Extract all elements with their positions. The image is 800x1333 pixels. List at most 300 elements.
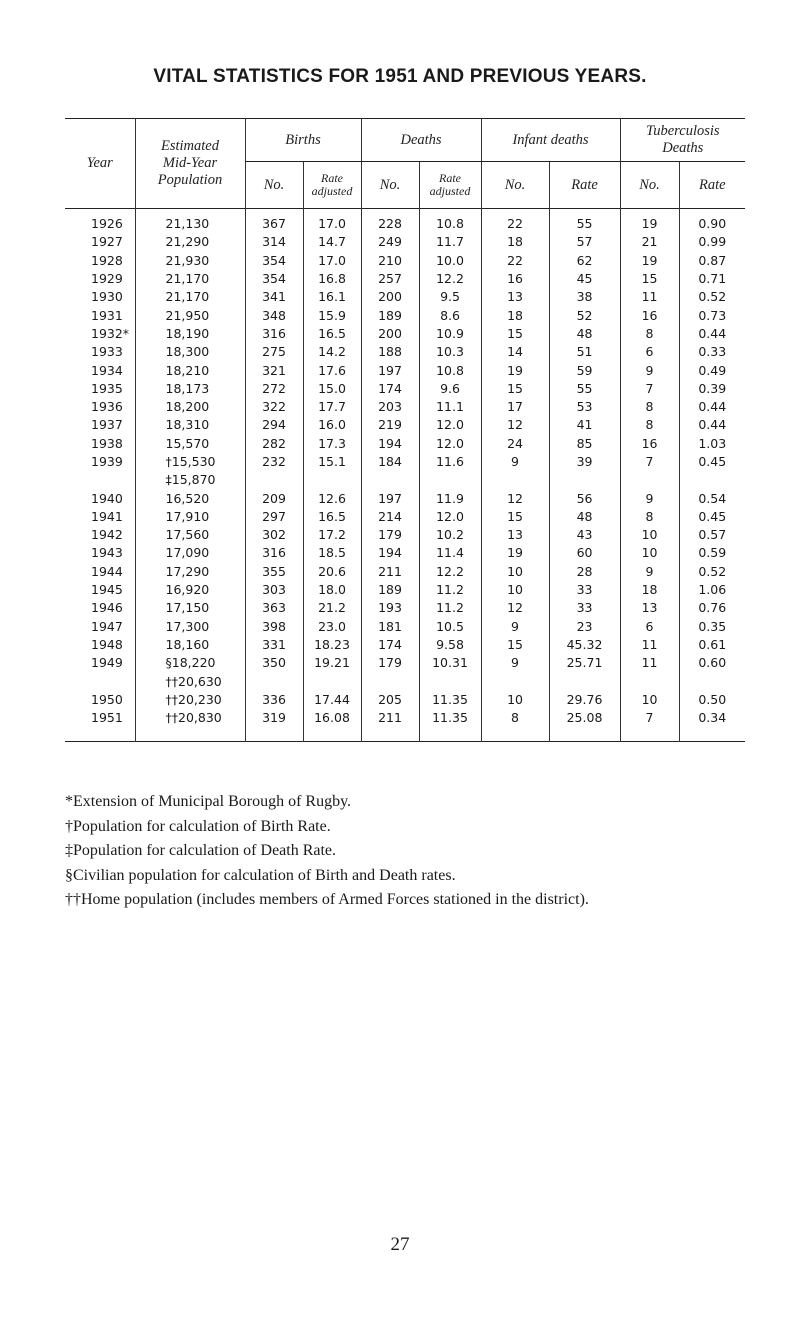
cell-tb-rate: 0.87 — [679, 252, 745, 270]
cell-tb-no — [620, 672, 679, 690]
footnote-death-population: ‡Population for calculation of Death Rate. — [65, 842, 337, 859]
table-row — [65, 209, 745, 234]
cell-deaths-rate: 11.9 — [419, 489, 481, 507]
cell-deaths-no: 200 — [361, 325, 419, 343]
cell-tb-no: 9 — [620, 563, 679, 581]
cell-infant-no: 18 — [481, 306, 549, 324]
cell-births-rate: 15.0 — [303, 380, 361, 398]
cell-deaths-rate: 11.1 — [419, 398, 481, 416]
cell-deaths-no: 203 — [361, 398, 419, 416]
cell-deaths-rate: 9.6 — [419, 380, 481, 398]
footnotes — [65, 790, 785, 913]
cell-tb-rate: 0.49 — [679, 361, 745, 379]
cell-infant-rate: 33 — [549, 581, 620, 599]
cell-infant-no: 12 — [481, 416, 549, 434]
cell-infant-no: 12 — [481, 489, 549, 507]
cell-births-no: 314 — [245, 233, 303, 251]
cell-infant-rate: 53 — [549, 398, 620, 416]
cell-infant-rate: 38 — [549, 288, 620, 306]
cell-deaths-no: 193 — [361, 599, 419, 617]
cell-population: ††20,230 — [135, 691, 245, 709]
cell-tb-rate: 0.57 — [679, 526, 745, 544]
cell-tb-rate: 1.03 — [679, 435, 745, 453]
cell-infant-rate: 41 — [549, 416, 620, 434]
header-infant-rate: Rate — [549, 162, 620, 209]
table-row — [65, 672, 745, 690]
header-tb-no: No. — [620, 162, 679, 209]
cell-deaths-rate: 10.2 — [419, 526, 481, 544]
cell-infant-rate: 23 — [549, 618, 620, 636]
cell-infant-no: 17 — [481, 398, 549, 416]
cell-infant-no: 19 — [481, 361, 549, 379]
cell-year: 1947 — [91, 618, 123, 634]
table-row — [65, 233, 745, 251]
table-row — [65, 325, 745, 343]
cell-tb-no: 7 — [620, 380, 679, 398]
cell-deaths-no: 257 — [361, 270, 419, 288]
cell-births-rate: 23.0 — [303, 618, 361, 636]
cell-year — [65, 471, 135, 489]
vital-statistics-table-wrapper — [65, 118, 745, 742]
cell-population: ‡15,870 — [135, 471, 245, 489]
cell-tb-no: 8 — [620, 416, 679, 434]
cell-deaths-rate: 11.4 — [419, 544, 481, 562]
cell-infant-no: 13 — [481, 526, 549, 544]
table-row — [65, 252, 745, 270]
header-births-rate: Rate adjusted — [303, 162, 361, 209]
cell-deaths-rate: 12.0 — [419, 435, 481, 453]
cell-births-no — [245, 471, 303, 489]
cell-population: 17,300 — [135, 618, 245, 636]
cell-deaths-no: 197 — [361, 361, 419, 379]
cell-population: 17,560 — [135, 526, 245, 544]
cell-deaths-rate: 10.5 — [419, 618, 481, 636]
cell-deaths-no: 179 — [361, 654, 419, 672]
cell-infant-rate: 62 — [549, 252, 620, 270]
cell-deaths-rate: 10.31 — [419, 654, 481, 672]
footnote-extension: *Extension of Municipal Borough of Rugby. — [65, 793, 352, 810]
cell-infant-rate: 25.08 — [549, 709, 620, 742]
cell-tb-no: 18 — [620, 581, 679, 599]
cell-population: §18,220 — [135, 654, 245, 672]
cell-births-rate: 14.7 — [303, 233, 361, 251]
footnote-home-population: ††Home population (includes members of Armed Forces stationed in the district). — [65, 891, 589, 908]
cell-deaths-rate: 12.2 — [419, 563, 481, 581]
cell-births-no: 341 — [245, 288, 303, 306]
header-tuberculosis-deaths: Tuberculosis Deaths — [620, 119, 745, 162]
cell-infant-no: 10 — [481, 581, 549, 599]
table-row — [65, 361, 745, 379]
cell-births-no: 322 — [245, 398, 303, 416]
table-row — [65, 654, 745, 672]
page-title: VITAL STATISTICS FOR 1951 AND PREVIOUS YEARS. — [153, 66, 647, 87]
cell-population: 17,150 — [135, 599, 245, 617]
cell-infant-no: 14 — [481, 343, 549, 361]
cell-infant-rate: 55 — [549, 209, 620, 234]
cell-population: 16,520 — [135, 489, 245, 507]
cell-population: 21,130 — [135, 209, 245, 234]
cell-tb-rate — [679, 672, 745, 690]
cell-births-rate: 17.0 — [303, 252, 361, 270]
cell-tb-rate: 1.06 — [679, 581, 745, 599]
header-infant-deaths: Infant deaths — [481, 119, 620, 162]
cell-tb-no: 6 — [620, 618, 679, 636]
cell-births-rate: 17.2 — [303, 526, 361, 544]
cell-deaths-no: 210 — [361, 252, 419, 270]
cell-infant-rate: 51 — [549, 343, 620, 361]
cell-tb-no: 8 — [620, 325, 679, 343]
cell-year — [65, 672, 135, 690]
cell-births-rate: 16.08 — [303, 709, 361, 742]
cell-year: 1927 — [91, 234, 123, 250]
cell-population: 21,170 — [135, 288, 245, 306]
cell-tb-no: 16 — [620, 435, 679, 453]
cell-infant-no: 9 — [481, 618, 549, 636]
cell-year: 1936 — [91, 399, 123, 415]
cell-deaths-no: 197 — [361, 489, 419, 507]
table-row — [65, 618, 745, 636]
cell-deaths-rate: 11.6 — [419, 453, 481, 471]
header-deaths-no: No. — [361, 162, 419, 209]
cell-tb-no: 10 — [620, 691, 679, 709]
cell-year: 1930 — [91, 289, 123, 305]
cell-tb-rate: 0.61 — [679, 636, 745, 654]
cell-births-no: 297 — [245, 508, 303, 526]
cell-deaths-no: 184 — [361, 453, 419, 471]
cell-year: 1932* — [91, 325, 130, 341]
cell-births-rate: 17.44 — [303, 691, 361, 709]
cell-births-no: 303 — [245, 581, 303, 599]
footnote-birth-population: †Population for calculation of Birth Rate. — [65, 817, 331, 835]
table-row — [65, 508, 745, 526]
cell-deaths-no: 228 — [361, 209, 419, 234]
cell-births-rate: 17.7 — [303, 398, 361, 416]
cell-births-no: 336 — [245, 691, 303, 709]
cell-births-rate: 21.2 — [303, 599, 361, 617]
cell-year: 1941 — [91, 508, 123, 524]
cell-deaths-no — [361, 471, 419, 489]
cell-births-no: 209 — [245, 489, 303, 507]
cell-infant-rate: 39 — [549, 453, 620, 471]
cell-year: 1939 — [91, 454, 123, 469]
table-row — [65, 563, 745, 581]
cell-year: 1935 — [91, 380, 123, 396]
table-row — [65, 398, 745, 416]
cell-year: 1926 — [91, 216, 123, 232]
cell-tb-rate: 0.71 — [679, 270, 745, 288]
cell-deaths-no: 219 — [361, 416, 419, 434]
cell-infant-rate: 85 — [549, 435, 620, 453]
cell-deaths-rate: 11.35 — [419, 691, 481, 709]
cell-births-rate: 18.23 — [303, 636, 361, 654]
cell-tb-rate: 0.44 — [679, 398, 745, 416]
cell-infant-no: 15 — [481, 508, 549, 526]
cell-population: 18,300 — [135, 343, 245, 361]
cell-year: 1937 — [91, 417, 123, 433]
header-deaths: Deaths — [361, 119, 481, 162]
cell-births-no: 294 — [245, 416, 303, 434]
cell-tb-no — [620, 471, 679, 489]
cell-infant-rate: 56 — [549, 489, 620, 507]
cell-year: 1934 — [91, 362, 123, 378]
cell-population: 18,210 — [135, 361, 245, 379]
cell-year: 1942 — [91, 527, 123, 543]
cell-deaths-no: 200 — [361, 288, 419, 306]
cell-deaths-rate: 11.35 — [419, 709, 481, 742]
header-year: Year — [86, 155, 113, 171]
header-infant-no: No. — [481, 162, 549, 209]
cell-births-no: 350 — [245, 654, 303, 672]
table-row — [65, 471, 745, 489]
cell-infant-rate: 52 — [549, 306, 620, 324]
cell-population: 21,930 — [135, 252, 245, 270]
cell-births-no: 363 — [245, 599, 303, 617]
cell-infant-rate — [549, 471, 620, 489]
table-row — [65, 526, 745, 544]
header-population: Estimated Mid-Year Population — [135, 119, 245, 209]
cell-births-no: 319 — [245, 709, 303, 742]
cell-births-rate: 16.8 — [303, 270, 361, 288]
table-row — [65, 288, 745, 306]
cell-births-no — [245, 672, 303, 690]
cell-deaths-rate: 10.3 — [419, 343, 481, 361]
cell-tb-no: 7 — [620, 709, 679, 742]
table-row — [65, 380, 745, 398]
cell-year: 1940 — [91, 490, 123, 506]
cell-tb-rate — [679, 471, 745, 489]
cell-infant-no — [481, 672, 549, 690]
cell-population: 18,190 — [135, 325, 245, 343]
cell-deaths-no: 249 — [361, 233, 419, 251]
cell-year: 1929 — [91, 271, 123, 287]
cell-infant-rate: 45.32 — [549, 636, 620, 654]
cell-infant-rate: 57 — [549, 233, 620, 251]
cell-deaths-rate — [419, 471, 481, 489]
cell-births-rate: 12.6 — [303, 489, 361, 507]
cell-infant-no: 10 — [481, 691, 549, 709]
cell-deaths-no: 188 — [361, 343, 419, 361]
footnote-civilian-population: §Civilian population for calculation of Birth and Death rates. — [65, 866, 456, 884]
cell-year: 1938 — [91, 435, 123, 451]
cell-infant-no: 10 — [481, 563, 549, 581]
cell-births-rate: 17.6 — [303, 361, 361, 379]
table-row — [65, 306, 745, 324]
table-row — [65, 709, 745, 742]
table-row — [65, 453, 745, 471]
cell-population: 15,570 — [135, 435, 245, 453]
cell-births-rate: 16.1 — [303, 288, 361, 306]
cell-tb-rate: 0.44 — [679, 416, 745, 434]
cell-infant-no: 19 — [481, 544, 549, 562]
cell-tb-no: 11 — [620, 288, 679, 306]
cell-tb-rate: 0.99 — [679, 233, 745, 251]
cell-infant-rate: 60 — [549, 544, 620, 562]
cell-infant-no: 15 — [481, 636, 549, 654]
cell-deaths-rate: 10.0 — [419, 252, 481, 270]
cell-deaths-no: 181 — [361, 618, 419, 636]
cell-infant-no: 12 — [481, 599, 549, 617]
cell-year: 1928 — [91, 252, 123, 268]
cell-births-no: 348 — [245, 306, 303, 324]
cell-births-no: 302 — [245, 526, 303, 544]
cell-infant-rate: 25.71 — [549, 654, 620, 672]
cell-tb-rate: 0.33 — [679, 343, 745, 361]
cell-population: 18,173 — [135, 380, 245, 398]
cell-births-no: 354 — [245, 252, 303, 270]
cell-tb-no: 9 — [620, 361, 679, 379]
cell-infant-rate: 43 — [549, 526, 620, 544]
cell-deaths-rate: 12.0 — [419, 416, 481, 434]
cell-deaths-no: 211 — [361, 563, 419, 581]
cell-infant-rate — [549, 672, 620, 690]
cell-population: †15,530 — [135, 453, 245, 471]
cell-tb-no: 11 — [620, 654, 679, 672]
cell-tb-no: 19 — [620, 252, 679, 270]
cell-tb-no: 6 — [620, 343, 679, 361]
cell-tb-no: 7 — [620, 453, 679, 471]
cell-tb-no: 13 — [620, 599, 679, 617]
cell-year: 1950 — [91, 691, 123, 707]
cell-tb-no: 10 — [620, 544, 679, 562]
cell-infant-no: 9 — [481, 654, 549, 672]
cell-infant-rate: 48 — [549, 508, 620, 526]
cell-deaths-no: 194 — [361, 544, 419, 562]
cell-deaths-no: 174 — [361, 636, 419, 654]
cell-year: 1933 — [91, 344, 123, 360]
cell-population: 18,160 — [135, 636, 245, 654]
cell-tb-rate: 0.52 — [679, 563, 745, 581]
cell-population: 21,170 — [135, 270, 245, 288]
cell-tb-no: 21 — [620, 233, 679, 251]
table-row — [65, 435, 745, 453]
cell-infant-rate: 29.76 — [549, 691, 620, 709]
cell-deaths-rate: 9.58 — [419, 636, 481, 654]
cell-infant-no: 16 — [481, 270, 549, 288]
cell-year: 1949 — [91, 655, 123, 671]
cell-births-rate: 18.5 — [303, 544, 361, 562]
cell-deaths-rate: 11.2 — [419, 599, 481, 617]
cell-population: 21,950 — [135, 306, 245, 324]
cell-year: 1946 — [91, 600, 123, 616]
cell-tb-no: 9 — [620, 489, 679, 507]
cell-infant-no: 22 — [481, 209, 549, 234]
cell-infant-no — [481, 471, 549, 489]
cell-births-no: 272 — [245, 380, 303, 398]
cell-tb-rate: 0.59 — [679, 544, 745, 562]
cell-population: 17,910 — [135, 508, 245, 526]
cell-tb-no: 19 — [620, 209, 679, 234]
cell-births-no: 316 — [245, 544, 303, 562]
cell-tb-rate: 0.76 — [679, 599, 745, 617]
cell-deaths-no: 194 — [361, 435, 419, 453]
header-births: Births — [245, 119, 361, 162]
cell-tb-no: 16 — [620, 306, 679, 324]
cell-tb-rate: 0.52 — [679, 288, 745, 306]
table-row — [65, 581, 745, 599]
cell-population: 18,310 — [135, 416, 245, 434]
header-tb-rate: Rate — [679, 162, 745, 209]
cell-deaths-no: 214 — [361, 508, 419, 526]
cell-deaths-no: 211 — [361, 709, 419, 742]
table-body — [65, 209, 745, 742]
cell-infant-rate: 48 — [549, 325, 620, 343]
cell-births-no: 282 — [245, 435, 303, 453]
header-births-no: No. — [245, 162, 303, 209]
cell-infant-no: 8 — [481, 709, 549, 742]
cell-births-rate: 18.0 — [303, 581, 361, 599]
cell-deaths-rate — [419, 672, 481, 690]
cell-births-no: 316 — [245, 325, 303, 343]
table-row — [65, 489, 745, 507]
cell-population: 16,920 — [135, 581, 245, 599]
cell-births-rate: 20.6 — [303, 563, 361, 581]
cell-births-no: 398 — [245, 618, 303, 636]
table-row — [65, 691, 745, 709]
cell-births-no: 321 — [245, 361, 303, 379]
cell-tb-rate: 0.73 — [679, 306, 745, 324]
cell-deaths-rate: 11.7 — [419, 233, 481, 251]
cell-population: 21,290 — [135, 233, 245, 251]
cell-infant-no: 15 — [481, 380, 549, 398]
cell-tb-rate: 0.35 — [679, 618, 745, 636]
cell-year: 1948 — [91, 636, 123, 652]
cell-births-rate — [303, 672, 361, 690]
cell-births-rate: 16.5 — [303, 508, 361, 526]
cell-births-rate: 15.1 — [303, 453, 361, 471]
cell-population: 17,290 — [135, 563, 245, 581]
vital-statistics-table — [65, 118, 745, 742]
cell-tb-rate: 0.60 — [679, 654, 745, 672]
cell-infant-rate: 59 — [549, 361, 620, 379]
cell-infant-no: 13 — [481, 288, 549, 306]
cell-tb-rate: 0.39 — [679, 380, 745, 398]
cell-deaths-rate: 10.8 — [419, 361, 481, 379]
cell-infant-no: 22 — [481, 252, 549, 270]
cell-births-rate: 19.21 — [303, 654, 361, 672]
cell-population: 17,090 — [135, 544, 245, 562]
cell-infant-rate: 33 — [549, 599, 620, 617]
cell-year: 1931 — [91, 307, 123, 323]
cell-infant-rate: 45 — [549, 270, 620, 288]
cell-births-no: 232 — [245, 453, 303, 471]
cell-population: ††20,630 — [135, 672, 245, 690]
table-row — [65, 416, 745, 434]
cell-births-rate — [303, 471, 361, 489]
page-number: 27 — [390, 1234, 410, 1255]
cell-infant-rate: 55 — [549, 380, 620, 398]
cell-population: 18,200 — [135, 398, 245, 416]
table-row — [65, 599, 745, 617]
cell-births-rate: 14.2 — [303, 343, 361, 361]
cell-deaths-rate: 10.8 — [419, 209, 481, 234]
cell-infant-no: 18 — [481, 233, 549, 251]
cell-tb-no: 11 — [620, 636, 679, 654]
cell-tb-rate: 0.34 — [679, 709, 745, 742]
cell-tb-rate: 0.45 — [679, 453, 745, 471]
cell-tb-no: 8 — [620, 508, 679, 526]
table-row — [65, 544, 745, 562]
cell-tb-no: 8 — [620, 398, 679, 416]
cell-infant-no: 9 — [481, 453, 549, 471]
cell-births-rate: 15.9 — [303, 306, 361, 324]
cell-births-rate: 17.0 — [303, 209, 361, 234]
cell-tb-no: 15 — [620, 270, 679, 288]
cell-births-no: 354 — [245, 270, 303, 288]
cell-tb-rate: 0.90 — [679, 209, 745, 234]
cell-deaths-rate: 12.2 — [419, 270, 481, 288]
cell-tb-rate: 0.45 — [679, 508, 745, 526]
cell-deaths-rate: 12.0 — [419, 508, 481, 526]
